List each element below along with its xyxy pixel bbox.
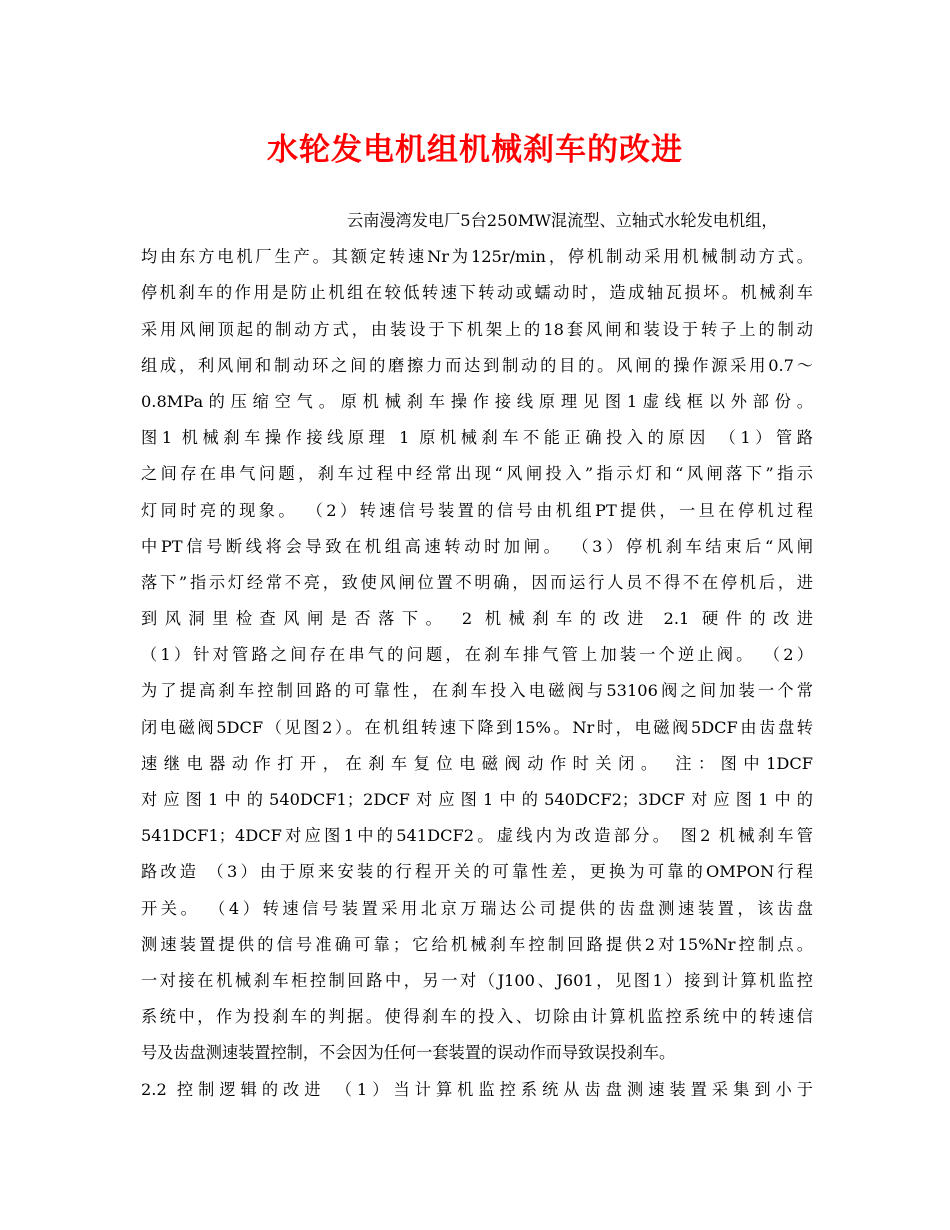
body-line: 一对接在机械刹车柜控制回路中，另一对（J100、J601，见图1）接到计算机监控 — [141, 970, 813, 990]
body-line: 组成，利风闸和制动环之间的磨擦力而达到制动的目的。风闸的操作源采用0.7～ — [141, 355, 813, 375]
body-line: 采用风闸顶起的制动方式，由装设于下机架上的18套风闸和装设于转子上的制动 — [141, 319, 813, 339]
body-line: 图1 机械刹车操作接线原理 1 原机械刹车不能正确投入的原因 （1）管路 — [141, 428, 813, 448]
body-line: 灯同时亮的现象。 （2）转速信号装置的信号由机组PT提供，一旦在停机过程 — [141, 500, 813, 520]
document-title: 水轮发电机组机械刹车的改进 — [267, 132, 683, 168]
body-line: 系统中，作为投刹车的判据。使得刹车的投入、切除由计算机监控系统中的转速信 — [141, 1007, 813, 1027]
body-line: （1）针对管路之间存在串气的问题，在刹车排气管上加装一个逆止阀。 （2） — [141, 645, 813, 665]
body-line: 云南漫湾发电厂5台250MW混流型、立轴式水轮发电机组， — [347, 211, 778, 230]
body-line: 对应图1中的540DCF1；2DCF对应图1中的540DCF2；3DCF对应图1中的 — [141, 790, 813, 809]
body-line: 为了提高刹车控制回路的可靠性，在刹车投入电磁阀与53106阀之间加装一个常 — [141, 681, 813, 701]
body-line: 2.2 控制逻辑的改进 （1）当计算机监控系统从齿盘测速装置采集到小于 — [141, 1079, 813, 1099]
body-line: 541DCF1；4DCF对应图1中的541DCF2。虚线内为改造部分。 图2 机械刹车管 — [141, 826, 813, 846]
body-line: 之间存在串气问题，刹车过程中经常出现“风闸投入”指示灯和“风闸落下”指示 — [141, 464, 813, 484]
body-line: 路改造 （3）由于原来安装的行程开关的可靠性差，更换为可靠的OMPON行程 — [141, 862, 813, 882]
body-line: 落下”指示灯经常不亮，致使风闸位置不明确，因而运行人员不得不在停机后，进 — [141, 572, 813, 592]
body-line: 号及齿盘测速装置控制，不会因为任何一套装置的误动作而导致误投刹车。 — [141, 1043, 676, 1063]
document-body — [141, 203, 813, 1108]
body-line: 速继电器动作打开，在刹车复位电磁阀动作时关闭。 注：图中1DCF — [141, 753, 813, 773]
body-line: 闭电磁阀5DCF（见图2）。在机组转速下降到15%。Nr时，电磁阀5DCF由齿盘转 — [141, 717, 813, 737]
body-line: 中PT信号断线将会导致在机组高速转动时加闸。 （3）停机刹车结束后“风闸 — [141, 536, 813, 556]
body-line: 测速装置提供的信号准确可靠；它给机械刹车控制回路提供2对15%Nr控制点。 — [141, 934, 813, 954]
body-line: 到风洞里检查风闸是否落下。 2 机械刹车的改进 2.1 硬件的改进 — [141, 609, 813, 629]
body-line: 0.8MPa 的 压 缩 空 气 。 原 机 械 刹 车 操 作 接 线 原 理 见 图 1 虚 线 框 以 外 部 份 。 — [141, 391, 813, 411]
body-line: 停机刹车的作用是防止机组在较低转速下转动或蠕动时，造成轴瓦损坏。机械刹车 — [141, 283, 813, 303]
body-line: 开关。 （4）转速信号装置采用北京万瑞达公司提供的齿盘测速装置，该齿盘 — [141, 898, 813, 918]
body-line: 均由东方电机厂生产。其额定转速Nr为125r/min，停机制动采用机械制动方式。 — [141, 247, 813, 267]
